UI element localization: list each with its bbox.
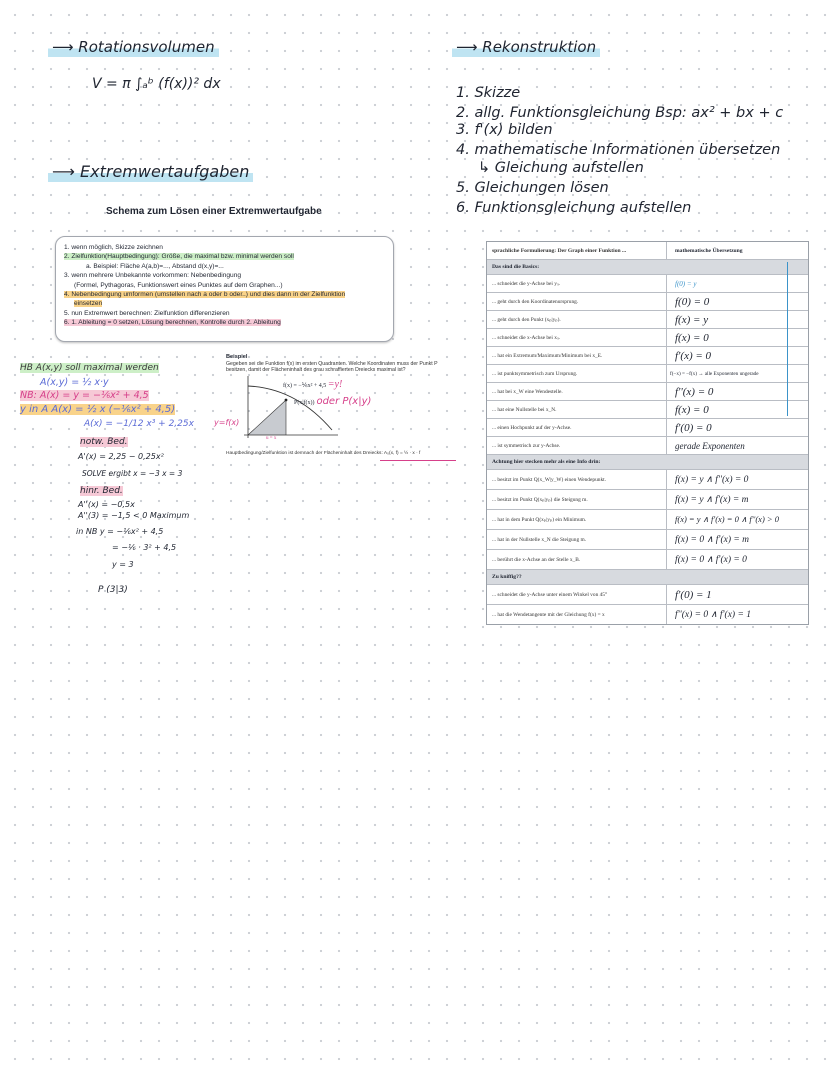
graph-function-label: f(x) = −⅙x² + 4,5 =y! <box>283 379 343 390</box>
haupt-underline <box>380 460 456 461</box>
table-header: sprachliche Formulierung: Der Graph einer Funktion ... mathematische Übersetzung <box>487 242 808 260</box>
example-label: Beispiel <box>226 354 248 360</box>
work-notw-bed: notw. Bed. <box>80 437 128 447</box>
arrow-icon: ⟶ <box>52 162 81 181</box>
table-section: Achtung hier stecken mehr als eine Info drin: <box>487 455 808 470</box>
work-line: A'(x) = 2,25 − 0,25x² <box>78 452 164 461</box>
step-item: 5. Gleichungen lösen <box>456 180 609 196</box>
work-line: A(x,y) = ½ x·y <box>40 377 109 388</box>
table-guide-line <box>787 262 788 416</box>
work-line: A(x) = −1/12 x³ + 2,25x <box>84 419 194 429</box>
step-item: 6. Funktionsgleichung aufstellen <box>456 200 692 216</box>
work-line: A''(x) = −0,5x <box>78 500 135 509</box>
graph-point-label: P(x|f(x)) oder P(x|y) <box>294 396 372 407</box>
table-row: ... hat ein Extremum/Maximum/Minimum bei x_E. f'(x) = 0 <box>487 347 808 365</box>
schema-item: 6. 1. Ableitung = 0 setzen, Lösung berechnen, Kontrolle durch 2. Ableitung <box>64 319 281 327</box>
work-hinr-bed: hinr. Bed. <box>80 486 123 496</box>
step-item: 3. f'(x) bilden <box>456 122 553 138</box>
translation-table <box>486 241 809 625</box>
rekon-title: ⟶ Rekonstruktion <box>452 38 600 57</box>
schema-item: einsetzen <box>74 300 103 308</box>
step-item: 4. mathematische Informationen übersetzen <box>456 142 781 158</box>
work-line: in NB y = −⅙x² + 4,5 <box>76 527 164 536</box>
table-row: ... besitzt im Punkt Q(xₚ|yₚ) die Steigung m. f(x) = y ∧ f'(x) = m <box>487 490 808 510</box>
table-row: ... schneidet die y-Achse bei yₛ. f(0) = y <box>487 275 808 293</box>
schema-item: 2. Zielfunktion(Hauptbedingung): Größe, die maximal bzw. minimal werden soll <box>64 253 294 261</box>
table-row: ... ist symmetrisch zur y-Achse. gerade Exponenten <box>487 437 808 455</box>
table-section: Das sind die Basics: <box>487 260 808 275</box>
work-line: A''(3) = −1,5 < 0 Maximum <box>78 511 190 520</box>
extrem-title: ⟶ Extremwertaufgaben <box>48 162 253 182</box>
graph-point-alt: oder P(x|y) <box>316 396 372 407</box>
table-row: ... einen Hochpunkt auf der y-Achse. f'(0) = 0 <box>487 419 808 437</box>
step-item: ↳ Gleichung aufstellen <box>478 160 644 176</box>
table-row: ... hat in dem Punkt Q(xₚ|yₚ) ein Minimum. f(x) = y ∧ f'(x) = 0 ∧ f''(x) > 0 <box>487 510 808 530</box>
work-hb: HB A(x,y) soll maximal werden <box>20 363 159 373</box>
work-nb: NB: A(x) = y = −⅙x² + 4,5 <box>20 390 149 401</box>
table-row: ... hat eine Nullstelle bei x_N. f(x) = 0 <box>487 401 808 419</box>
rotation-formula: V = π ∫ₐᵇ (f(x))² dx <box>92 76 221 92</box>
steps-list <box>456 83 783 218</box>
table-row: ... berührt die x-Achse an der Stelle x_B. f(x) = 0 ∧ f'(x) = 0 <box>487 550 808 570</box>
rotation-title: ⟶ Rotationsvolumen <box>48 38 219 57</box>
schema-item: (Formel, Pythagoras, Funktionswert eines Punktes auf dem Graphen...) <box>74 281 283 289</box>
arrow-icon: ⟶ <box>52 38 79 56</box>
graph-annotation: =y! <box>327 379 343 390</box>
graph-y-label: y=f(x) <box>214 418 240 427</box>
table-row: ... geht durch den Koordinatenursprung. f(0) = 0 <box>487 293 808 311</box>
example-text: Gegeben sei die Funktion f(x) im ersten Quadranten. Welche Koordinaten muss der Punkt P besitzen, damit der Flächeninhalt des grau schraffierten Dreiecks maximal ist? <box>226 361 438 374</box>
point-p <box>285 399 288 402</box>
graph-x-label: u = x <box>266 436 277 441</box>
schema-item: 4. Nebenbedingung umformen (umstellen nach a oder b oder..) und dies dann in der Zielfunktion <box>64 291 346 299</box>
table-row: ... hat in der Nullstelle x_N die Steigung m. f(x) = 0 ∧ f'(x) = m <box>487 530 808 550</box>
schema-item: 3. wenn mehrere Unbekannte vorkommen: Nebenbedingung <box>64 272 242 280</box>
table-row: ... hat die Wendetangente mit der Gleichung f(x) = x f''(x) = 0 ∧ f'(x) = 1 <box>487 605 808 624</box>
schema-title: Schema zum Lösen einer Extremwertaufgabe <box>106 206 322 217</box>
table-row: ... geht durch den Punkt (xₚ|yₚ). f(x) = y <box>487 311 808 329</box>
schema-item: 1. wenn möglich, Skizze zeichnen <box>64 244 163 251</box>
schema-box <box>55 236 394 342</box>
work-line: y in A A(x) = ½ x (−⅙x² + 4,5) <box>20 404 176 415</box>
table-row: ... ist punktsymmetrisch zum Ursprung. f(−x) = −f(x) → alle Exponenten ungerade <box>487 365 808 383</box>
table-row: ... hat bei x_W eine Wendestelle. f''(x) = 0 <box>487 383 808 401</box>
schema-item: 5. nun Extremwert berechnen: Zielfunktion differenzieren <box>64 309 230 317</box>
step-item: 1. Skizze <box>456 85 521 101</box>
table-row: ... schneidet die y-Achse unter einem Winkel von 45° f'(0) = 1 <box>487 585 808 605</box>
work-line: y = 3 <box>112 560 134 569</box>
work-line: = −⅙ · 3² + 4,5 <box>112 543 177 552</box>
table-row: ... besitzt im Punkt Q(x_W|y_W) einen Wendepunkt. f(x) = y ∧ f''(x) = 0 <box>487 470 808 490</box>
arrow-icon: ⟶ <box>456 38 483 56</box>
work-line: SOLVE ergibt x = −3 x = 3 <box>82 469 183 478</box>
haupt-text: Hauptbedingung/Zielfunktion ist demnach der Flächeninhalt des Dreiecks: A₀(x, f) = ½ · x · f <box>226 451 421 456</box>
work-result: P (3|3) <box>98 585 128 595</box>
table-row: ... schneidet die x-Achse bei xₛ. f(x) = 0 <box>487 329 808 347</box>
table-section: Zu kniffig?? <box>487 570 808 585</box>
step-item: 2. allg. Funktionsgleichung Bsp: ax² + bx + c <box>456 105 784 121</box>
schema-item: a. Beispiel: Fläche A(a,b)=..., Abstand d(x,y)=... <box>86 262 224 270</box>
